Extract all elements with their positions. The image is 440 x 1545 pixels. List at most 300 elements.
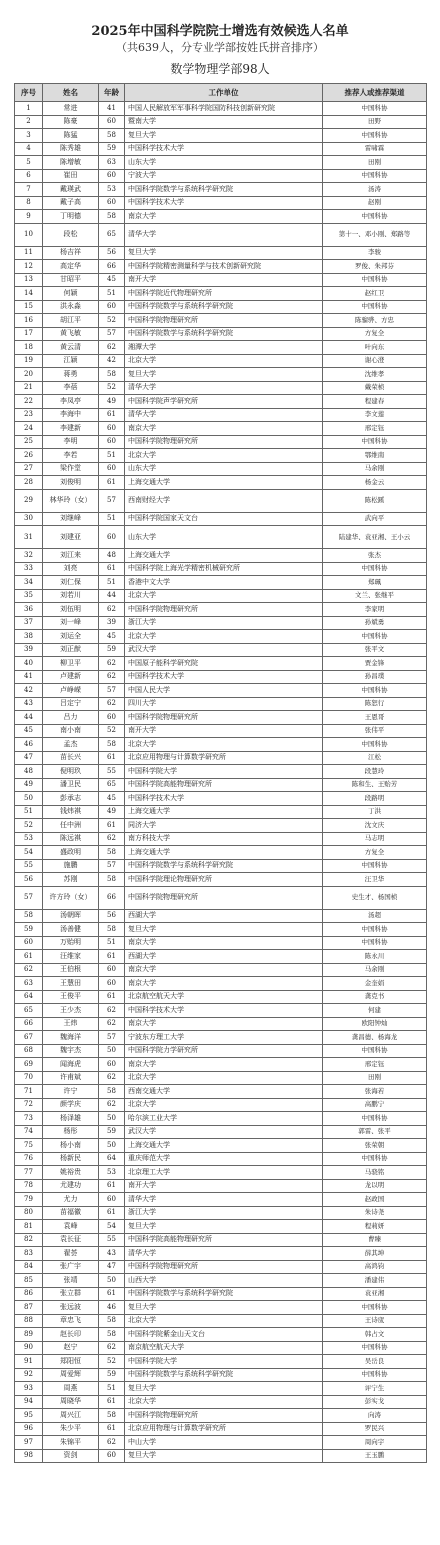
table-row bbox=[15, 697, 427, 711]
cell-recommender: 马余刚 bbox=[323, 462, 427, 476]
cell-recommender: 罗俊、朱邦芬 bbox=[323, 260, 427, 274]
table-row bbox=[15, 1287, 427, 1301]
cell-unit: 中国人民解放军军事科学院国防科技创新研究院 bbox=[125, 102, 323, 116]
cell-recommender: 汪卫华 bbox=[323, 873, 427, 887]
cell-index: 74 bbox=[15, 1125, 43, 1139]
cell-age: 62 bbox=[99, 832, 125, 846]
cell-unit: 北京应用物理与计算数学研究所 bbox=[125, 1422, 323, 1436]
cell-age: 62 bbox=[99, 697, 125, 711]
cell-name: 盛政明 bbox=[43, 846, 99, 860]
table-row bbox=[15, 873, 427, 887]
cell-name: 刘仁保 bbox=[43, 576, 99, 590]
cell-name: 王炜 bbox=[43, 1017, 99, 1031]
cell-age: 60 bbox=[99, 963, 125, 977]
cell-name: 苏刚 bbox=[43, 873, 99, 887]
cell-age: 58 bbox=[99, 368, 125, 382]
cell-name: 梁作堂 bbox=[43, 462, 99, 476]
cell-name: 李建新 bbox=[43, 422, 99, 436]
cell-unit: 北京大学 bbox=[125, 738, 323, 752]
cell-unit: 中国科学院数学与系统科学研究院 bbox=[125, 859, 323, 873]
cell-recommender: 中国科协 bbox=[323, 923, 427, 937]
cell-name: 刘建亚 bbox=[43, 526, 99, 549]
cell-unit: 山东大学 bbox=[125, 156, 323, 170]
cell-index: 14 bbox=[15, 287, 43, 301]
cell-unit: 清华大学 bbox=[125, 1247, 323, 1261]
cell-recommender: 曹臻 bbox=[323, 1233, 427, 1247]
cell-age: 60 bbox=[99, 115, 125, 129]
cell-name: 丁明德 bbox=[43, 210, 99, 224]
cell-recommender: 李文莲 bbox=[323, 408, 427, 422]
table-row bbox=[15, 1044, 427, 1058]
table-row bbox=[15, 1098, 427, 1112]
cell-index: 33 bbox=[15, 562, 43, 576]
cell-name: 孟杰 bbox=[43, 738, 99, 752]
cell-unit: 湘潭大学 bbox=[125, 341, 323, 355]
table-row bbox=[15, 435, 427, 449]
cell-index: 11 bbox=[15, 246, 43, 260]
cell-recommender: 李骏 bbox=[323, 246, 427, 260]
cell-unit: 北京大学 bbox=[125, 1314, 323, 1328]
cell-age: 60 bbox=[99, 711, 125, 725]
cell-age: 54 bbox=[99, 1220, 125, 1234]
cell-unit: 中国科学院物理研究所 bbox=[125, 711, 323, 725]
cell-index: 17 bbox=[15, 327, 43, 341]
cell-name: 张远波 bbox=[43, 1301, 99, 1315]
cell-name: 刘俊明 bbox=[43, 476, 99, 490]
cell-age: 62 bbox=[99, 1004, 125, 1018]
cell-age: 60 bbox=[99, 169, 125, 183]
table-row bbox=[15, 260, 427, 274]
cell-recommender: 罗民兴 bbox=[323, 1422, 427, 1436]
cell-recommender: 中国科协 bbox=[323, 684, 427, 698]
cell-name: 赵宁 bbox=[43, 1341, 99, 1355]
cell-index: 79 bbox=[15, 1193, 43, 1207]
cell-unit: 南京大学 bbox=[125, 1017, 323, 1031]
cell-unit: 中国科学院精密测量科学与技术创新研究院 bbox=[125, 260, 323, 274]
cell-index: 52 bbox=[15, 819, 43, 833]
cell-recommender: 丁洪 bbox=[323, 805, 427, 819]
cell-unit: 中国科学院近代物理研究所 bbox=[125, 287, 323, 301]
table-row bbox=[15, 819, 427, 833]
cell-age: 61 bbox=[99, 1287, 125, 1301]
cell-name: 许宁 bbox=[43, 1085, 99, 1099]
cell-name: 潘卫民 bbox=[43, 778, 99, 792]
cell-recommender: 张伟平 bbox=[323, 724, 427, 738]
cell-unit: 复旦大学 bbox=[125, 1449, 323, 1463]
cell-index: 4 bbox=[15, 142, 43, 156]
cell-unit: 北京大学 bbox=[125, 589, 323, 603]
cell-recommender: 邢定钰 bbox=[323, 422, 427, 436]
cell-age: 65 bbox=[99, 223, 125, 246]
cell-unit: 中国科学技术大学 bbox=[125, 1004, 323, 1018]
cell-age: 50 bbox=[99, 1139, 125, 1153]
cell-age: 58 bbox=[99, 873, 125, 887]
cell-name: 杨新民 bbox=[43, 1152, 99, 1166]
table-row bbox=[15, 909, 427, 923]
cell-age: 64 bbox=[99, 1152, 125, 1166]
cell-age: 57 bbox=[99, 1031, 125, 1045]
cell-unit: 哈尔滨工业大学 bbox=[125, 1112, 323, 1126]
cell-index: 40 bbox=[15, 657, 43, 671]
cell-index: 9 bbox=[15, 210, 43, 224]
table-header-row bbox=[15, 84, 427, 102]
cell-name: 闻海虎 bbox=[43, 1058, 99, 1072]
cell-age: 57 bbox=[99, 327, 125, 341]
cell-index: 22 bbox=[15, 395, 43, 409]
cell-recommender: 贾金锋 bbox=[323, 657, 427, 671]
cell-name: 魏海洋 bbox=[43, 1031, 99, 1045]
cell-index: 20 bbox=[15, 368, 43, 382]
cell-unit: 中国科学院大学 bbox=[125, 765, 323, 779]
cell-unit: 北京大学 bbox=[125, 1071, 323, 1085]
cell-recommender: 评宁生 bbox=[323, 1382, 427, 1396]
cell-index: 91 bbox=[15, 1355, 43, 1369]
table-row bbox=[15, 1368, 427, 1382]
cell-unit: 北京应用物理与计算数学研究所 bbox=[125, 751, 323, 765]
cell-age: 61 bbox=[99, 562, 125, 576]
cell-unit: 浙江大学 bbox=[125, 616, 323, 630]
cell-index: 89 bbox=[15, 1328, 43, 1342]
table-row bbox=[15, 196, 427, 210]
cell-recommender: 程莉妍 bbox=[323, 1220, 427, 1234]
cell-index: 94 bbox=[15, 1395, 43, 1409]
cell-index: 78 bbox=[15, 1179, 43, 1193]
cell-name: 袁长征 bbox=[43, 1233, 99, 1247]
cell-index: 21 bbox=[15, 381, 43, 395]
table-row bbox=[15, 751, 427, 765]
cell-recommender: 沈维孝 bbox=[323, 368, 427, 382]
cell-recommender: 中国科协 bbox=[323, 210, 427, 224]
cell-unit: 北京大学 bbox=[125, 1098, 323, 1112]
cell-unit: 中国科学院数学与系统科学研究院 bbox=[125, 183, 323, 197]
table-row bbox=[15, 778, 427, 792]
cell-recommender: 王玉鹏 bbox=[323, 1449, 427, 1463]
table-row bbox=[15, 1341, 427, 1355]
cell-unit: 四川大学 bbox=[125, 697, 323, 711]
cell-index: 50 bbox=[15, 792, 43, 806]
cell-unit: 中山大学 bbox=[125, 1436, 323, 1450]
cell-index: 7 bbox=[15, 183, 43, 197]
cell-name: 崔田 bbox=[43, 169, 99, 183]
cell-recommender: 王恩哥 bbox=[323, 711, 427, 725]
cell-age: 53 bbox=[99, 183, 125, 197]
cell-index: 12 bbox=[15, 260, 43, 274]
cell-unit: 南开大学 bbox=[125, 724, 323, 738]
cell-name: 常进 bbox=[43, 102, 99, 116]
cell-name: 黄云清 bbox=[43, 341, 99, 355]
cell-recommender: 韩占文 bbox=[323, 1328, 427, 1342]
cell-recommender: 陈和生、王贻芳 bbox=[323, 778, 427, 792]
cell-unit: 山东大学 bbox=[125, 462, 323, 476]
table-row bbox=[15, 963, 427, 977]
cell-unit: 南方科技大学 bbox=[125, 832, 323, 846]
cell-unit: 上海交通大学 bbox=[125, 805, 323, 819]
cell-recommender: 向涛 bbox=[323, 1409, 427, 1423]
table-row bbox=[15, 738, 427, 752]
cell-unit: 南开大学 bbox=[125, 273, 323, 287]
cell-recommender: 赵政国 bbox=[323, 1193, 427, 1207]
cell-name: 江颖 bbox=[43, 354, 99, 368]
candidate-table bbox=[14, 83, 427, 1463]
cell-recommender: 赵刚 bbox=[323, 196, 427, 210]
cell-unit: 中国科学技术大学 bbox=[125, 792, 323, 806]
cell-unit: 北京大学 bbox=[125, 354, 323, 368]
table-row bbox=[15, 1193, 427, 1207]
table-row bbox=[15, 886, 427, 909]
cell-name: 杨彤 bbox=[43, 1125, 99, 1139]
cell-age: 52 bbox=[99, 314, 125, 328]
table-row bbox=[15, 1422, 427, 1436]
cell-recommender: 鄂维南 bbox=[323, 449, 427, 463]
cell-name: 黄飞敏 bbox=[43, 327, 99, 341]
cell-recommender: 中国科协 bbox=[323, 435, 427, 449]
table-row bbox=[15, 1274, 427, 1288]
cell-index: 13 bbox=[15, 273, 43, 287]
cell-age: 60 bbox=[99, 977, 125, 991]
header-unit: 工作单位 bbox=[125, 84, 323, 102]
table-row bbox=[15, 1125, 427, 1139]
cell-name: 汤善健 bbox=[43, 923, 99, 937]
cell-name: 彭承志 bbox=[43, 792, 99, 806]
cell-name: 刘继峰 bbox=[43, 512, 99, 526]
cell-index: 56 bbox=[15, 873, 43, 887]
cell-age: 62 bbox=[99, 1341, 125, 1355]
cell-index: 54 bbox=[15, 846, 43, 860]
cell-index: 10 bbox=[15, 223, 43, 246]
cell-age: 59 bbox=[99, 142, 125, 156]
cell-age: 61 bbox=[99, 1206, 125, 1220]
table-row bbox=[15, 630, 427, 644]
table-row bbox=[15, 129, 427, 143]
cell-unit: 中国科学院物理研究所 bbox=[125, 314, 323, 328]
cell-index: 39 bbox=[15, 643, 43, 657]
table-row bbox=[15, 846, 427, 860]
table-row bbox=[15, 616, 427, 630]
cell-age: 60 bbox=[99, 1058, 125, 1072]
table-row bbox=[15, 287, 427, 301]
table-row bbox=[15, 1436, 427, 1450]
cell-name: 刘江来 bbox=[43, 549, 99, 563]
cell-name: 姚裕贵 bbox=[43, 1166, 99, 1180]
cell-name: 张靖 bbox=[43, 1274, 99, 1288]
cell-unit: 武汉大学 bbox=[125, 1125, 323, 1139]
cell-name: 南小南 bbox=[43, 724, 99, 738]
cell-age: 51 bbox=[99, 449, 125, 463]
cell-index: 95 bbox=[15, 1409, 43, 1423]
cell-unit: 暨南大学 bbox=[125, 115, 323, 129]
cell-index: 42 bbox=[15, 684, 43, 698]
table-row bbox=[15, 1395, 427, 1409]
cell-age: 55 bbox=[99, 1233, 125, 1247]
table-row bbox=[15, 142, 427, 156]
cell-age: 60 bbox=[99, 526, 125, 549]
cell-unit: 复旦大学 bbox=[125, 129, 323, 143]
cell-unit: 南京大学 bbox=[125, 210, 323, 224]
cell-name: 翟荟 bbox=[43, 1247, 99, 1261]
cell-unit: 中国科学院大学 bbox=[125, 1355, 323, 1369]
cell-unit: 复旦大学 bbox=[125, 1301, 323, 1315]
cell-recommender: 中国科协 bbox=[323, 562, 427, 576]
table-row bbox=[15, 462, 427, 476]
cell-age: 62 bbox=[99, 1436, 125, 1450]
cell-age: 52 bbox=[99, 724, 125, 738]
table-row bbox=[15, 1179, 427, 1193]
cell-recommender: 张杰 bbox=[323, 549, 427, 563]
cell-unit: 重庆师范大学 bbox=[125, 1152, 323, 1166]
cell-recommender: 马骁铭 bbox=[323, 1166, 427, 1180]
cell-age: 50 bbox=[99, 1274, 125, 1288]
cell-recommender: 吴岳良 bbox=[323, 1355, 427, 1369]
cell-recommender: 中国科协 bbox=[323, 1044, 427, 1058]
table-row bbox=[15, 246, 427, 260]
cell-index: 58 bbox=[15, 909, 43, 923]
cell-recommender: 周向宇 bbox=[323, 1436, 427, 1450]
cell-index: 85 bbox=[15, 1274, 43, 1288]
cell-index: 3 bbox=[15, 129, 43, 143]
cell-recommender: 方复全 bbox=[323, 327, 427, 341]
cell-name: 王少杰 bbox=[43, 1004, 99, 1018]
cell-unit: 北京理工大学 bbox=[125, 1166, 323, 1180]
table-row bbox=[15, 1071, 427, 1085]
cell-age: 45 bbox=[99, 792, 125, 806]
cell-age: 59 bbox=[99, 1368, 125, 1382]
cell-recommender: 邢定钰 bbox=[323, 1058, 427, 1072]
cell-name: 陈秀雄 bbox=[43, 142, 99, 156]
cell-age: 49 bbox=[99, 395, 125, 409]
cell-name: 刘伍明 bbox=[43, 603, 99, 617]
cell-recommender: 汤超 bbox=[323, 909, 427, 923]
cell-recommender: 高鹏宁 bbox=[323, 1098, 427, 1112]
cell-index: 45 bbox=[15, 724, 43, 738]
table-row bbox=[15, 368, 427, 382]
cell-age: 56 bbox=[99, 909, 125, 923]
cell-index: 8 bbox=[15, 196, 43, 210]
cell-age: 61 bbox=[99, 1179, 125, 1193]
table-row bbox=[15, 408, 427, 422]
cell-recommender: 孙昌璞 bbox=[323, 670, 427, 684]
cell-name: 章忠飞 bbox=[43, 1314, 99, 1328]
cell-recommender: 史生才、杨国桢 bbox=[323, 886, 427, 909]
cell-index: 68 bbox=[15, 1044, 43, 1058]
table-row bbox=[15, 1166, 427, 1180]
cell-name: 苗福徽 bbox=[43, 1206, 99, 1220]
cell-unit: 中国科学院上海光学精密机械研究所 bbox=[125, 562, 323, 576]
table-row bbox=[15, 1382, 427, 1396]
cell-name: 林华玲（女） bbox=[43, 489, 99, 512]
cell-name: 朱少平 bbox=[43, 1422, 99, 1436]
table-row bbox=[15, 1409, 427, 1423]
table-row bbox=[15, 1260, 427, 1274]
cell-age: 58 bbox=[99, 1085, 125, 1099]
table-row bbox=[15, 1328, 427, 1342]
cell-recommender: 方复全 bbox=[323, 846, 427, 860]
table-row bbox=[15, 562, 427, 576]
cell-index: 77 bbox=[15, 1166, 43, 1180]
cell-recommender: 段慧玲 bbox=[323, 765, 427, 779]
cell-recommender: 高鸿钧 bbox=[323, 1260, 427, 1274]
cell-name: 汪维家 bbox=[43, 950, 99, 964]
cell-unit: 中国科学院物理研究所 bbox=[125, 1260, 323, 1274]
table-row bbox=[15, 1247, 427, 1261]
cell-recommender: 孙斌勇 bbox=[323, 616, 427, 630]
cell-name: 甘昭平 bbox=[43, 273, 99, 287]
table-row bbox=[15, 832, 427, 846]
cell-name: 蒋勇 bbox=[43, 368, 99, 382]
cell-age: 62 bbox=[99, 603, 125, 617]
table-row bbox=[15, 476, 427, 490]
cell-age: 62 bbox=[99, 1017, 125, 1031]
cell-name: 杨泽雄 bbox=[43, 1112, 99, 1126]
table-row bbox=[15, 115, 427, 129]
cell-age: 51 bbox=[99, 1382, 125, 1396]
cell-index: 32 bbox=[15, 549, 43, 563]
cell-unit: 宁波东方理工大学 bbox=[125, 1031, 323, 1045]
cell-recommender: 中国科协 bbox=[323, 738, 427, 752]
cell-unit: 上海交通大学 bbox=[125, 846, 323, 860]
cell-unit: 中国科学技术大学 bbox=[125, 670, 323, 684]
cell-index: 18 bbox=[15, 341, 43, 355]
cell-age: 61 bbox=[99, 1422, 125, 1436]
cell-unit: 南京航空航天大学 bbox=[125, 1341, 323, 1355]
cell-index: 71 bbox=[15, 1085, 43, 1099]
cell-index: 62 bbox=[15, 963, 43, 977]
cell-age: 58 bbox=[99, 1409, 125, 1423]
cell-name: 卢峥嵘 bbox=[43, 684, 99, 698]
cell-recommender: 陆建华、袁亚湘、王小云 bbox=[323, 526, 427, 549]
cell-index: 61 bbox=[15, 950, 43, 964]
cell-index: 82 bbox=[15, 1233, 43, 1247]
cell-unit: 复旦大学 bbox=[125, 923, 323, 937]
cell-recommender: 中国科协 bbox=[323, 936, 427, 950]
cell-recommender: 中国科协 bbox=[323, 1112, 427, 1126]
cell-name: 刘一峰 bbox=[43, 616, 99, 630]
cell-unit: 清华大学 bbox=[125, 408, 323, 422]
cell-index: 70 bbox=[15, 1071, 43, 1085]
cell-age: 44 bbox=[99, 589, 125, 603]
cell-index: 53 bbox=[15, 832, 43, 846]
cell-unit: 中国原子能科学研究院 bbox=[125, 657, 323, 671]
cell-unit: 宁波大学 bbox=[125, 169, 323, 183]
cell-index: 28 bbox=[15, 476, 43, 490]
table-row bbox=[15, 526, 427, 549]
cell-age: 51 bbox=[99, 576, 125, 590]
cell-recommender: 袁亚湘 bbox=[323, 1287, 427, 1301]
cell-unit: 西湖大学 bbox=[125, 909, 323, 923]
cell-age: 60 bbox=[99, 1193, 125, 1207]
table-row bbox=[15, 1301, 427, 1315]
cell-recommender: 中国科协 bbox=[323, 1341, 427, 1355]
cell-unit: 清华大学 bbox=[125, 381, 323, 395]
cell-name: 袁峰 bbox=[43, 1220, 99, 1234]
cell-age: 50 bbox=[99, 1044, 125, 1058]
cell-age: 47 bbox=[99, 1260, 125, 1274]
cell-name: 许方玲（女） bbox=[43, 886, 99, 909]
cell-recommender: 雷啸霖 bbox=[323, 142, 427, 156]
cell-index: 51 bbox=[15, 805, 43, 819]
table-row bbox=[15, 422, 427, 436]
header-index: 序号 bbox=[15, 84, 43, 102]
table-row bbox=[15, 1112, 427, 1126]
cell-index: 5 bbox=[15, 156, 43, 170]
table-row bbox=[15, 102, 427, 116]
cell-age: 62 bbox=[99, 1071, 125, 1085]
cell-index: 83 bbox=[15, 1247, 43, 1261]
table-row bbox=[15, 354, 427, 368]
cell-age: 60 bbox=[99, 1449, 125, 1463]
cell-index: 65 bbox=[15, 1004, 43, 1018]
table-row bbox=[15, 1058, 427, 1072]
cell-age: 59 bbox=[99, 1125, 125, 1139]
